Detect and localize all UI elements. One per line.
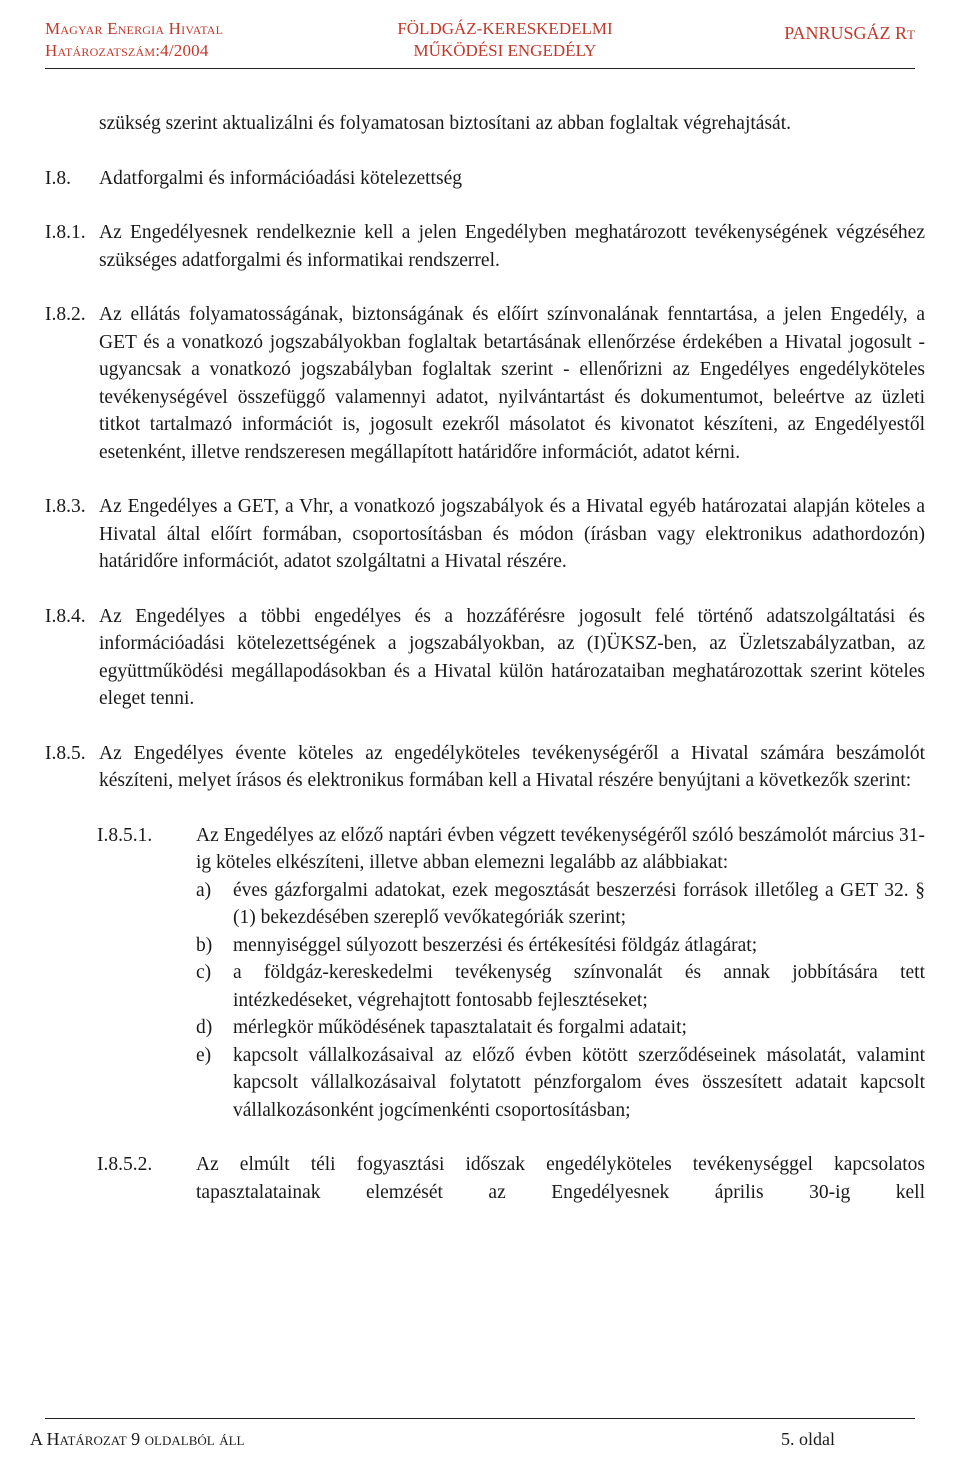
clause-1	[45, 219, 925, 274]
list-item	[196, 877, 925, 932]
clause-2	[45, 301, 925, 466]
clause-3	[45, 493, 925, 576]
list-item-text: mérlegkör működésének tapasztalatait és forgalmi adatait;	[233, 1017, 687, 1038]
list-item	[196, 932, 925, 960]
clause-number: I.8.4.	[45, 605, 86, 627]
page-header	[45, 18, 915, 64]
list-item-label: c)	[196, 962, 212, 983]
section-title: Adatforgalmi és információadási kötelezettség	[99, 167, 462, 189]
clause-number: I.8.3.	[45, 496, 86, 517]
clause-text: Az Engedélyesnek rendelkeznie kell a jelen Engedélyben meghatározott tevékenységének végzéséhez szükséges adatforgalmi és informatikai rendszerrel.	[99, 222, 925, 271]
list-item-text: a földgáz-kereskedelmi tevékenység színvonalát és annak jobbítására tett intézkedéseket, végrehajtott fontosabb fejlesztéseket;	[233, 962, 925, 1011]
header-divider	[45, 68, 915, 69]
clause-text: Az ellátás folyamatosságának, biztonságának és előírt színvonalának fenntartása, a jelen Engedély, a GET és a vonatkozó jogszabályokban foglaltak betartásának ellenőrzése érdekében a Hivatal jogosult - ugyancsak a vonatkozó jogszabályban foglaltak szerint - ellenőrizni az Engedélyes engedélyköteles tevékenységével összefüggő valamennyi adatot, nyilvántartást és dokumentumot, beleértve az üzleti titkot tartalmazó információt is, jogosult ezekről másolatot és kivonatot készíteni, az Engedélyestől esetenként, illetve rendszeresen megállapított határidőre információt, adatot kérni.	[99, 304, 925, 463]
subclause-text: Az Engedélyes az előző naptári évben végzett tevékenységéről szóló beszámolót március 31-ig köteles elkészíteni, illetve abban elemezni legalább az alábbiakat:	[196, 824, 925, 873]
list-item-label: d)	[196, 1017, 213, 1038]
footer-page-count: A Határozat 9 oldalból áll	[30, 1429, 245, 1449]
clause-text: Az Engedélyes a többi engedélyes és a hozzáférésre jogosult felé történő adatszolgáltatási és információadási kötelezettségének a jogszabályokban, az (I)ÜKSZ-ben, az Üzletszabályzatban, az együttműködési megállapodásokban és a Hivatal külön határozataiban meghatározottak szerint köteles eleget tenni.	[99, 605, 925, 709]
header-license-line2: MŰKÖDÉSI ENGEDÉLY	[413, 41, 597, 60]
header-authority-name: Magyar Energia Hivatal	[45, 19, 224, 38]
document-body	[45, 110, 925, 1206]
footer-page-number: 5. oldal	[781, 1429, 835, 1449]
list-item-text: éves gázforgalmi adatokat, ezek megosztását beszerzési források illetőleg a GET 32. § (1) bekezdésében szereplő vevőkategóriák szerint;	[233, 879, 925, 928]
intro-paragraph	[45, 110, 925, 138]
subclause-number: I.8.5.2.	[97, 1154, 153, 1175]
header-authority	[45, 18, 305, 62]
header-decision-number: Határozatszám:4/2004	[45, 41, 209, 60]
header-license-line1: FÖLDGÁZ-KERESKEDELMI	[397, 19, 613, 38]
clause-number: I.8.1.	[45, 222, 86, 243]
subclause-2	[45, 1151, 925, 1206]
subclause-text: Az elmúlt téli fogyasztási időszak engedélyköteles tevékenységgel kapcsolatos tapasztalatainak elemzését az Engedélyesnek április 30-ig kell	[196, 1154, 925, 1203]
header-license-title	[355, 18, 655, 62]
clause-number: I.8.5.	[45, 742, 86, 764]
list-item-label: e)	[196, 1044, 212, 1066]
list-item-label: a)	[196, 879, 212, 901]
subclause-number: I.8.5.1.	[97, 824, 153, 846]
intro-text: szükség szerint aktualizálni és folyamatosan biztosítani az abban foglaltak végrehajtását.	[99, 113, 791, 134]
subclause-1	[45, 822, 925, 1125]
clause-number: I.8.2.	[45, 304, 86, 325]
clause-text: Az Engedélyes évente köteles az engedélyköteles tevékenységéről a Hivatal számára beszámolót készíteni, melyet írásos és elektronikus formában kell a Hivatal részére benyújtani a következők szerint:	[99, 742, 925, 791]
clause-5	[45, 740, 925, 795]
list-item	[196, 1042, 925, 1125]
section-number: I.8.	[45, 167, 71, 189]
footer-divider	[45, 1418, 915, 1419]
list-item	[196, 959, 925, 1014]
list-item-text: kapcsolt vállalkozásaival az előző évben kötött szerződéseinek másolatát, valamint kapcsolt vállalkozásaival folytatott pénzforgalom éves összesített adatait kapcsolt vállalkozásonként jogcímenkénti csoportosításban;	[233, 1044, 925, 1121]
header-company: PANRUSGÁZ Rt	[784, 23, 915, 43]
list-item	[196, 1014, 925, 1042]
list-item-text: mennyiséggel súlyozott beszerzési és értékesítési földgáz átlagárat;	[233, 934, 758, 956]
clause-4	[45, 603, 925, 713]
list-item-label: b)	[196, 934, 213, 956]
section-heading	[45, 165, 925, 193]
clause-text: Az Engedélyes a GET, a Vhr, a vonatkozó jogszabályok és a Hivatal egyéb határozatai alapján köteles a Hivatal által előírt formában, csoportosításban és módon (írásban vagy elektronikus adathordozón) határidőre információt, adatot szolgáltatni a Hivatal részére.	[99, 496, 925, 572]
